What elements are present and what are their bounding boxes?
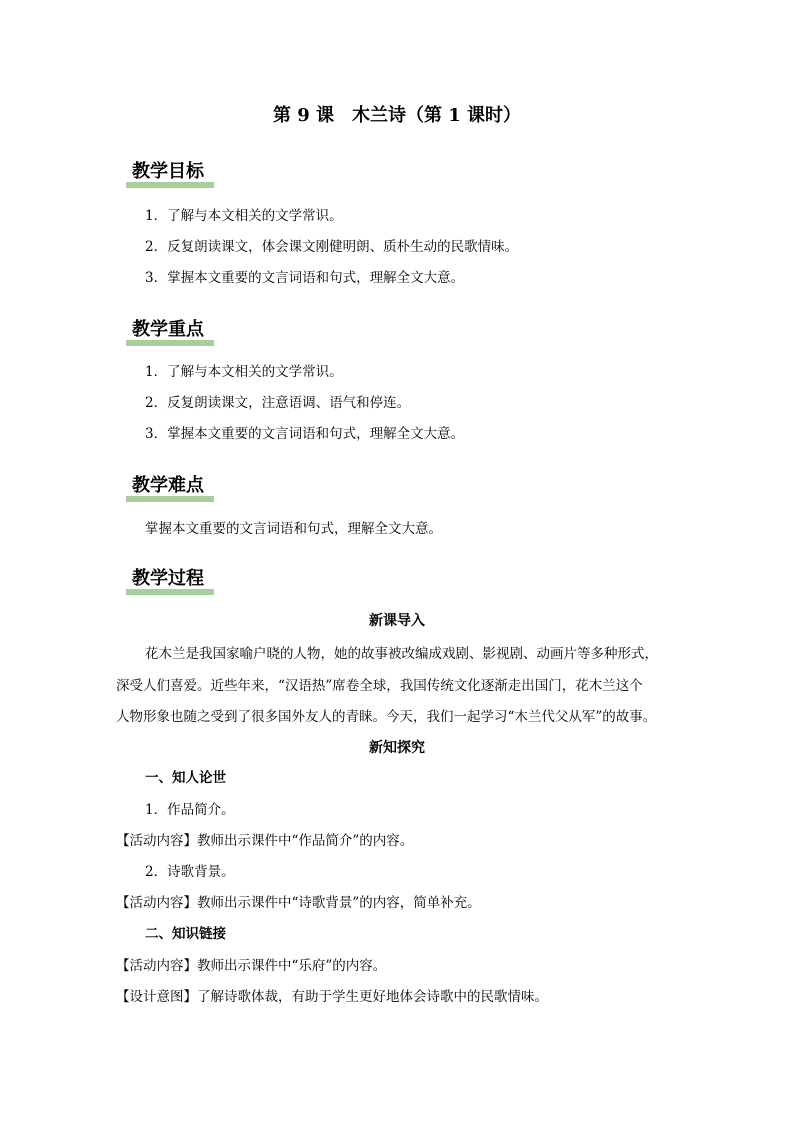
intro-paragraph-line: 深受人们喜爱。近些年来，“汉语热”席卷全球，我国传统文化逐渐走出国门，花木兰这个: [116, 678, 643, 694]
intro-paragraph-line: 花木兰是我国家喻户晓的人物，她的故事被改编成戏剧、影视剧、动画片等多种形式，: [145, 646, 658, 662]
part-title-1: 一、知人论世: [145, 770, 226, 786]
objective-item: 3．掌握本文重要的文言词语和句式，理解全文大意。: [145, 270, 465, 286]
objective-item: 1．了解与本文相关的文学常识。: [145, 208, 343, 224]
activity-line: 【活动内容】教师出示课件中“作品简介”的内容。: [116, 833, 414, 849]
part-title-2: 二、知识链接: [145, 926, 226, 942]
section-heading-objectives: 教学目标: [126, 160, 214, 186]
design-intent-line: 【设计意图】了解诗歌体裁，有助于学生更好地体会诗歌中的民歌情味。: [116, 989, 548, 1005]
subsection-title-explore: 新知探究: [369, 740, 425, 756]
key-point-item: 1．了解与本文相关的文学常识。: [145, 364, 343, 380]
key-point-item: 3．掌握本文重要的文言词语和句式，理解全文大意。: [145, 426, 465, 442]
process-item: 2．诗歌背景。: [145, 864, 235, 880]
section-heading-process: 教学过程: [126, 567, 214, 593]
subsection-title-intro: 新课导入: [369, 613, 425, 629]
page-title: 第 9 课 木兰诗（第 1 课时）: [272, 105, 522, 126]
section-heading-difficulties: 教学难点: [126, 474, 214, 500]
difficulty-text: 掌握本文重要的文言词语和句式，理解全文大意。: [145, 521, 442, 537]
section-heading-key-points: 教学重点: [126, 318, 214, 344]
key-point-item: 2．反复朗读课文，注意语调、语气和停连。: [145, 395, 411, 411]
objective-item: 2．反复朗读课文，体会课文刚健明朗、质朴生动的民歌情味。: [145, 239, 519, 255]
process-item: 1．作品简介。: [145, 802, 235, 818]
activity-line: 【活动内容】教师出示课件中“乐府”的内容。: [116, 958, 387, 974]
intro-paragraph-line: 人物形象也随之受到了很多国外友人的青睐。今天，我们一起学习“木兰代父从军”的故事。: [116, 709, 657, 725]
activity-line: 【活动内容】教师出示课件中“诗歌背景”的内容，简单补充。: [116, 895, 481, 911]
